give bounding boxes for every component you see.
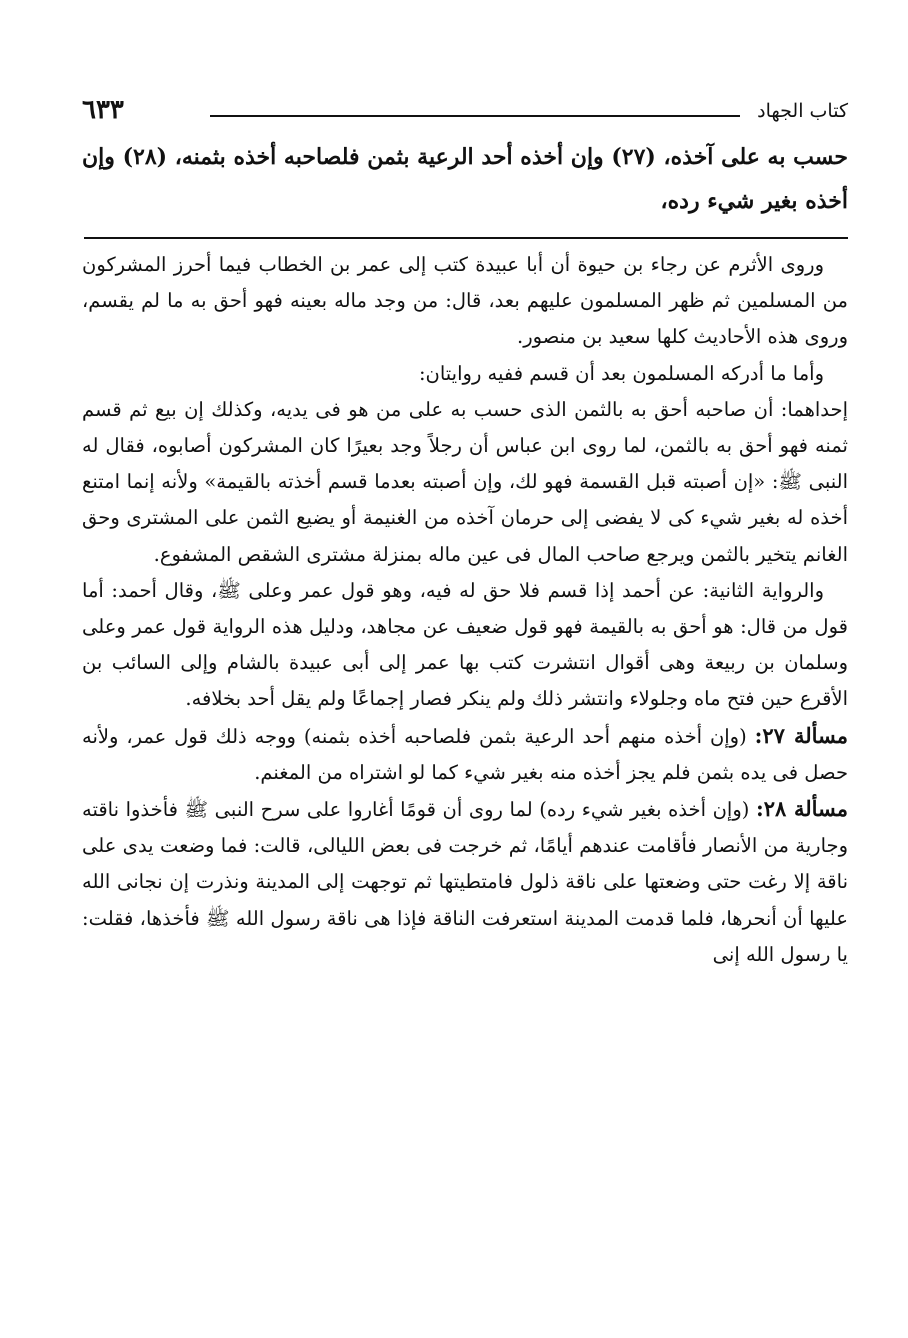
commentary	[82, 247, 848, 973]
masala-label: مسألة ٢٨:	[755, 796, 849, 822]
paragraph: وأما ما أدركه المسلمون بعد أن قسم ففيه روايتان:	[418, 361, 824, 385]
chapter-title: كتاب الجهاد	[757, 100, 848, 122]
paragraph: إحداهما: أن صاحبه أحق به بالثمن الذى حسب به على من هو فى يديه، وكذلك إن بيع ثم قسم ثمنه فهو أحق به بالثمن، لما روى ابن عباس أن رجلاً وجد بعيرًا كان المشركون أصابوه، فقال له النبى ﷺ: «إن أصبته قبل القسمة فهو لك، وإن أصبته بعدما قسم أخذته بالقيمة» ولأنه إنما امتنع أخذه له بغير شيء كى لا يفضى إلى حرمان آخذه من الغنيمة أو يضيع الثمن على المشترى وحق الغانم يتخير بالثمن ويرجع صاحب المال فى عين ماله بمنزلة مشترى الشقص المشفوع.	[82, 397, 848, 566]
masala-27	[82, 718, 848, 791]
paragraph: والرواية الثانية: عن أحمد إذا قسم فلا حق له فيه، وهو قول عمر وعلى ﷺ، وقال أحمد: أما قول من قال: هو أحق به بالقيمة فهو قول ضعيف عن مجاهد، ودليل هذه الرواية قول عمر وعلى وسلمان بن ربيعة وهى أقوال انتشرت كتب بها عمر إلى أبى عبيدة بالشام وإلى السائب بن الأقرع حين فتح ماه وجلولاء وانتشر ذلك ولم ينكر فصار إجماعًا ولم يقل أحد بخلافه.	[82, 578, 848, 711]
masala-text: (وإن أخذه بغير شيء رده) لما روى أن قومًا أغاروا على سرح النبى ﷺ فأخذوا ناقته وجارية من الأنصار فأقامت عندهم أيامًا، ثم خرجت فى بعض الليالى، قالت: فما وضعت يدى على ناقة إلا رغت حتى وضعتها على ناقة ذلول فامتطيتها ثم توجهت إلى المدينة ونذرت إن نجانى الله عليها أن أنحرها، فلما قدمت المدينة استعرفت الناقة فإذا هى ناقة رسول الله ﷺ فأخذها، فقلت: يا رسول الله إنى	[82, 798, 848, 966]
paragraph: وروى الأثرم عن رجاء بن حيوة أن أبا عبيدة كتب إلى عمر بن الخطاب فيما أحرز المشركون من المسلمين ثم ظهر المسلمون عليهم بعد، قال: من وجد ماله بعينه فهو أحق به ما لم يقسم، وروى هذه الأحاديث كلها سعيد بن منصور.	[82, 253, 848, 349]
matn-text: حسب به على آخذه، (٢٧) وإن أخذه أحد الرعية بثمن فلصاحبه أخذه بثمنه، (٢٨) وإن أخذه بغير شيء رده،	[82, 144, 848, 214]
masala-28	[82, 791, 848, 973]
book-page	[82, 95, 848, 973]
page-number: ٦٣٣	[82, 95, 124, 125]
header-rule	[210, 115, 740, 117]
masala-label: مسألة ٢٧:	[754, 722, 848, 748]
matn-divider	[84, 237, 848, 239]
page-header	[82, 95, 848, 135]
masala-text: (وإن أخذه منهم أحد الرعية بثمن فلصاحبه أخذه بثمنه) ووجه ذلك قول عمر، ولأنه حصل فى يده بثمن فلم يجز أخذه منه بغير شيء كما لو اشتراه من المغنم.	[82, 724, 848, 784]
